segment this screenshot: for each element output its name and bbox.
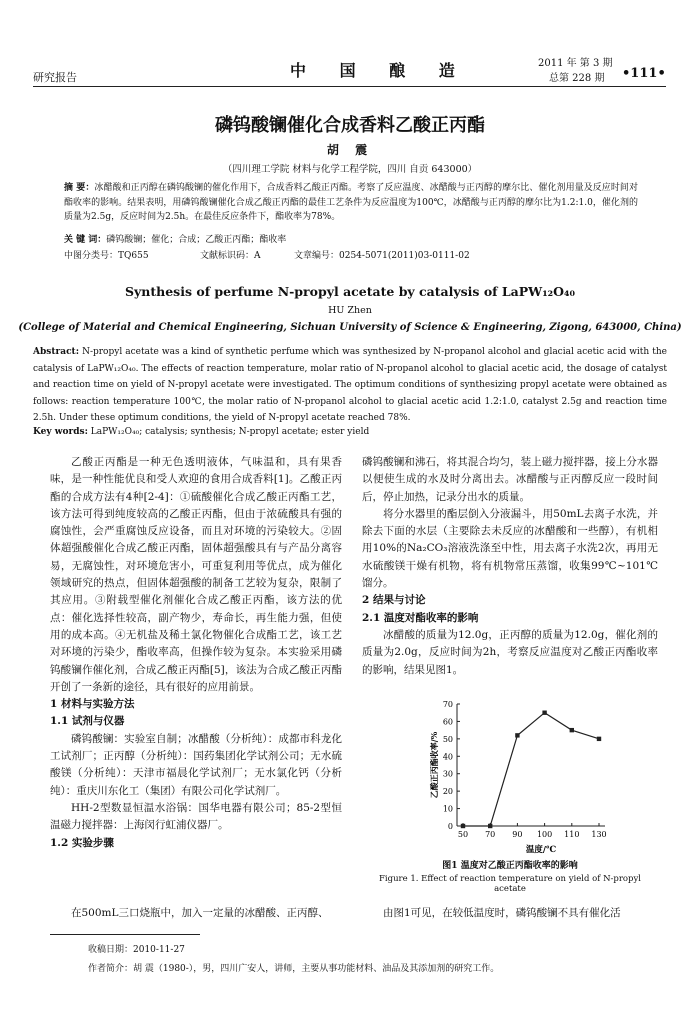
body-left-column bbox=[50, 454, 342, 852]
paragraph: 磷钨酸镧：实验室自制；冰醋酸（分析纯）：成都市科龙化工试剂厂；正丙醇（分析纯）：国药集团化学试剂公司；无水硫酸镁（分析纯）：天津市福晨化学试剂厂；无水氯化钙（分析纯）：重庆川东化工（集团）有限公司化学试剂厂。 bbox=[50, 732, 342, 797]
en-keywords-text: LaPW₁₂O₄₀; catalysis; synthesis; N-propyl acetate; ester yield bbox=[90, 427, 370, 437]
abstract-text: 冰醋酸和正丙醇在磷钨酸镧的催化作用下，合成香料乙酸正丙酯。考察了反应温度、冰醋酸与正丙醇的摩尔比、催化剂用量及反应时间对酯收率的影响。结果表明，用磷钨酸镧催化合成乙酸正丙酯的最佳工艺条件为反应温度为100℃，冰醋酸与正丙醇的摩尔比为1.2:1.0，催化剂的质量为2.5g，反应时间为2.5h。在最佳反应条件下，酯收率为78%。 bbox=[64, 183, 638, 222]
section-heading: 2.1 温度对酯收率的影响 bbox=[362, 611, 479, 624]
affiliation: （四川理工学院 材料与化学工程学院，四川 自贡 643000） bbox=[222, 164, 478, 175]
y-axis-label: 乙酸正丙酯收率/% bbox=[429, 731, 439, 799]
en-title: Synthesis of perfume N-propyl acetate by catalysis of LaPW₁₂O₄₀ bbox=[124, 284, 575, 299]
keywords-label: 关 键 词： bbox=[64, 235, 107, 245]
y-tick-label: 0 bbox=[447, 822, 453, 831]
figure-caption-en: Figure 1. Effect of reaction temperature on yield of N-propyl acetate bbox=[379, 874, 641, 894]
footnote-rule bbox=[50, 934, 200, 935]
series-line bbox=[463, 713, 599, 826]
data-point bbox=[570, 728, 574, 732]
page-number: •111• bbox=[622, 66, 666, 81]
data-point bbox=[597, 737, 601, 741]
figure-caption-cn: 图1 温度对乙酸正丙酯收率的影响 bbox=[442, 861, 578, 871]
paragraph: 由图1可见，在较低温度时，磷钨酸镧不具有催化活 bbox=[383, 907, 621, 919]
keywords-cn bbox=[64, 232, 638, 245]
paragraph: 磷钨酸镧和沸石，将其混合均匀，装上磁力搅拌器，接上分水器以便使生成的水及时分离出去。冰醋酸与正丙醇反应一段时间后，停止加热，记录分出水的质量。 bbox=[362, 456, 658, 503]
en-abstract-label: Abstract: bbox=[33, 347, 80, 357]
y-tick-label: 40 bbox=[442, 752, 453, 762]
paragraph: 在500mL三口烧瓶中，加入一定量的冰醋酸、正丙醇、 bbox=[71, 907, 329, 919]
issue-number: 2011 年 第 3 期 bbox=[538, 58, 613, 69]
y-tick-label: 20 bbox=[442, 787, 453, 797]
paper-title: 磷钨酸镧催化合成香料乙酸正丙酯 bbox=[215, 115, 485, 136]
y-tick-label: 60 bbox=[442, 717, 453, 727]
x-tick-label: 110 bbox=[564, 830, 580, 839]
data-point bbox=[515, 733, 519, 737]
data-point bbox=[488, 824, 492, 828]
paragraph: HH-2型数显恒温水浴锅：国华电器有限公司；85-2型恒温磁力搅拌器：上海闵行虹浦仪器厂。 bbox=[50, 801, 342, 832]
en-affiliation: (College of Material and Chemical Engineering, Sichuan University of Science & Engineering, Zigong, 643000, China) bbox=[18, 322, 682, 333]
document-code: 文献标识码：A bbox=[200, 251, 261, 261]
en-keywords bbox=[33, 427, 667, 437]
y-tick-label: 50 bbox=[442, 734, 453, 744]
keywords-text: 磷钨酸镧；催化；合成；乙酸正丙酯；酯收率 bbox=[106, 235, 287, 245]
body-right-last-line bbox=[362, 905, 658, 922]
en-keywords-label: Key words: bbox=[33, 427, 88, 437]
abstract-cn bbox=[64, 181, 638, 225]
en-abstract-text: N-propyl acetate was a kind of synthetic perfume which was synthesized by N-propanol alcohol and glacial acetic acid with the catalysis of LaPW₁₂O₄₀. The effects of reaction temperature, molar ratio of N-propanol alcohol to glacial acetic acid, the dosage of catalyst and reaction time on yield of N-propyl acetate were investigated. The optimum conditions of synthesizing propyl acetate were obtained as follows: reaction temperature 100℃, the molar ratio of N-propanol alcohol to glacial acetic acid 1.2:1.0, catalyst 2.5g and reaction time 2.5h. Under these optimum conditions, the yield of N-propyl acetate reached 78%. bbox=[33, 347, 667, 423]
data-point bbox=[461, 824, 465, 828]
x-tick-label: 100 bbox=[536, 830, 553, 839]
x-tick-label: 50 bbox=[457, 830, 469, 839]
section-heading: 2 结果与讨论 bbox=[362, 594, 426, 607]
header-rule bbox=[33, 86, 666, 87]
body-left-last-line bbox=[50, 905, 342, 922]
x-tick-label: 130 bbox=[591, 830, 607, 839]
x-tick-label: 90 bbox=[512, 830, 523, 839]
y-tick-label: 70 bbox=[442, 700, 453, 709]
clc-number: 中图分类号：TQ655 bbox=[64, 251, 149, 261]
y-tick-label: 30 bbox=[442, 769, 453, 779]
section-heading: 1.2 实验步骤 bbox=[50, 836, 114, 849]
yield-chart bbox=[425, 698, 625, 858]
en-abstract bbox=[33, 344, 667, 427]
paragraph: 将分水器里的酯层倒入分液漏斗，用50mL去离子水洗，并除去下面的水层（主要除去未反应的冰醋酸和一些醇），有机相用10%的Na₂CO₃溶液洗涤至中性，用去离子水洗2次，再用无水硫酸镁干燥有机物，将有机物常压蒸馏，收集99℃~101℃馏分。 bbox=[362, 507, 658, 590]
data-point bbox=[542, 711, 546, 715]
total-issue: 总第 228 期 bbox=[549, 73, 605, 84]
author: 胡 震 bbox=[326, 143, 374, 157]
x-tick-label: 70 bbox=[485, 830, 496, 839]
journal-name: 中 国 酿 造 bbox=[290, 61, 469, 80]
body-right-column bbox=[362, 454, 658, 679]
received-date: 收稿日期：2010-11-27 bbox=[88, 945, 185, 955]
author-bio: 作者简介：胡 震（1980-），男，四川广安人，讲师，主要从事功能材料、油品及其添加剂的研究工作。 bbox=[88, 964, 500, 974]
en-author: HU Zhen bbox=[328, 305, 372, 316]
section-label: 研究报告 bbox=[33, 71, 77, 84]
paragraph: 乙酸正丙酯是一种无色透明液体，气味温和，具有果香味，是一种性能优良和受人欢迎的食用合成香料[1]。乙酸正丙酯的合成方法有4种[2-4]：①硫酸催化合成乙酸正丙酯工艺，该方法可得到纯度较高的乙酸正丙酯，但由于浓硫酸具有强的腐蚀性，会严重腐蚀反应设备，而且对环境的污染较大。②固体超强酸催化合成乙酸正丙酯，固体超强酸具有与产品分离容易，无腐蚀性，对环境危害小，可重复利用等优点，成为催化领域研究的热点，但固体超强酸的制备工艺较为复杂，限制了其应用。③附载型催化剂催化合成乙酸正丙酯，该方法的优点：催化选择性较高，副产物少，寿命长，再生能力强，但使用的成本高。④无机盐及稀土氯化物催化合成酯工艺，该工艺对环境的污染少，酯收率高，但操作较为复杂。本实验采用磷钨酸镧作催化剂，合成乙酸正丙酯[5]，该法为合成乙酸正丙酯开创了一条新的途径，具有很好的应用前景。 bbox=[50, 456, 342, 693]
x-axis-label: 温度/℃ bbox=[525, 845, 557, 855]
paragraph: 冰醋酸的质量为12.0g，正丙醇的质量为12.0g，催化剂的质量为2.0g，反应时间为2h，考察反应温度对乙酸正丙酯收率的影响，结果见图1。 bbox=[362, 628, 658, 676]
section-heading: 1.1 试剂与仪器 bbox=[50, 715, 125, 728]
abstract-label: 摘 要： bbox=[64, 183, 95, 193]
y-tick-label: 10 bbox=[442, 804, 453, 814]
article-number: 文章编号：0254-5071(2011)03-0111-02 bbox=[294, 251, 470, 261]
section-heading: 1 材料与实验方法 bbox=[50, 698, 135, 711]
